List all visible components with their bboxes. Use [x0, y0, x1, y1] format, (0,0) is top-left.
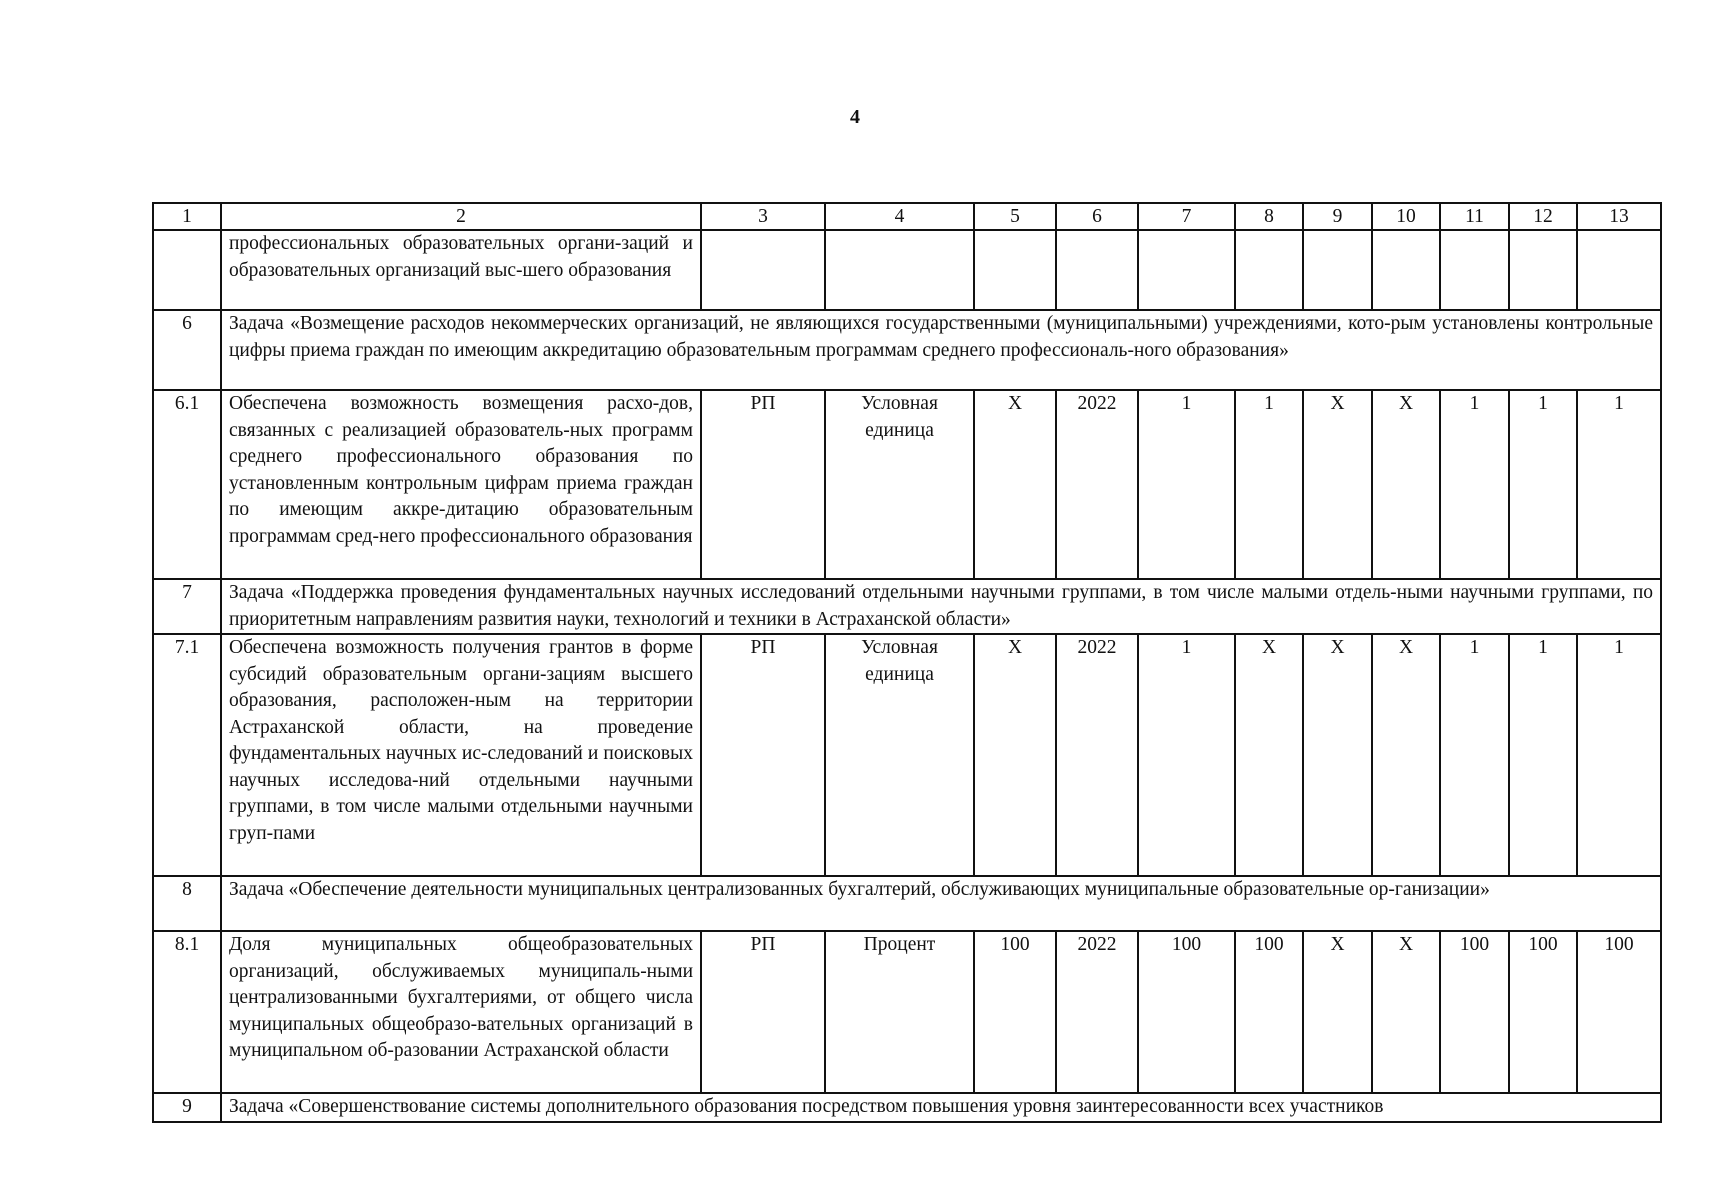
indicator-row [153, 634, 1661, 876]
indicator-number: 8.1 [153, 931, 221, 1093]
indicator-description: Доля муниципальных общеобразовательных организаций, обслуживаемых муниципаль-ными централизованными бухгалтериями, от общего числа муниципальных общеобразо-вательных организаций в муниципальном об-разовании Астраханской области [221, 931, 701, 1093]
indicator-value: 100 [1440, 931, 1509, 1093]
indicator-value: 100 [1509, 931, 1577, 1093]
indicator-value: Х [974, 634, 1056, 876]
empty-cell [1509, 230, 1577, 310]
indicator-description: Обеспечена возможность возмещения расхо-дов, связанных с реализацией образователь-ных программ среднего профессионального образования по установленным контрольным цифрам приема граждан по имеющим аккре-дитацию образовательным программам сред-него профессионального образования [221, 390, 701, 579]
column-header: 10 [1372, 203, 1440, 230]
column-header: 2 [221, 203, 701, 230]
indicator-value: 100 [1235, 931, 1303, 1093]
empty-cell [701, 230, 825, 310]
column-header: 9 [1303, 203, 1372, 230]
empty-cell [974, 230, 1056, 310]
empty-cell [1056, 230, 1138, 310]
column-header: 5 [974, 203, 1056, 230]
indicator-value: 1 [1509, 390, 1577, 579]
empty-cell [1577, 230, 1661, 310]
empty-cell [1303, 230, 1372, 310]
task-description: Задача «Совершенствование системы дополнительного образования посредством повышения уровня заинтересованности всех участников [221, 1093, 1661, 1122]
indicator-value: Х [1372, 634, 1440, 876]
task-number: 9 [153, 1093, 221, 1122]
column-header: 13 [1577, 203, 1661, 230]
empty-cell [1372, 230, 1440, 310]
column-header: 3 [701, 203, 825, 230]
indicator-description: профессиональных образовательных органи-заций и образовательных организаций выс-шего образования [221, 230, 701, 310]
indicator-unit: Условная единица [825, 634, 974, 876]
indicator-value: Х [974, 390, 1056, 579]
task-row [153, 579, 1661, 634]
indicator-value: 100 [1577, 931, 1661, 1093]
task-number: 7 [153, 579, 221, 634]
indicator-source: РП [701, 634, 825, 876]
empty-cell [1440, 230, 1509, 310]
task-description: Задача «Возмещение расходов некоммерческих организаций, не являющихся государственными (муниципальными) учреждениями, кото-рым установлены контрольные цифры приема граждан по имеющим аккредитацию образовательным программам среднего профессиональ-ного образования» [221, 310, 1661, 390]
task-number: 8 [153, 876, 221, 931]
indicator-value: 1 [1440, 390, 1509, 579]
indicator-unit: Процент [825, 931, 974, 1093]
task-row [153, 876, 1661, 931]
column-header: 11 [1440, 203, 1509, 230]
task-row [153, 1093, 1661, 1122]
indicator-row [153, 931, 1661, 1093]
indicator-value: 1 [1138, 390, 1235, 579]
indicator-value: Х [1303, 634, 1372, 876]
indicator-row [153, 390, 1661, 579]
empty-cell [153, 230, 221, 310]
indicator-value: 1 [1235, 390, 1303, 579]
indicator-value: 100 [1138, 931, 1235, 1093]
indicator-value: 1 [1509, 634, 1577, 876]
column-header: 7 [1138, 203, 1235, 230]
indicator-value: 1 [1577, 390, 1661, 579]
empty-cell [1138, 230, 1235, 310]
indicator-value: Х [1235, 634, 1303, 876]
indicator-value: 1 [1440, 634, 1509, 876]
column-header: 12 [1509, 203, 1577, 230]
column-header: 1 [153, 203, 221, 230]
indicator-unit: Условная единица [825, 390, 974, 579]
indicator-value: Х [1372, 931, 1440, 1093]
task-description: Задача «Обеспечение деятельности муниципальных централизованных бухгалтерий, обслуживающих муниципальные образовательные ор-ганизации» [221, 876, 1661, 931]
indicator-base-year: 2022 [1056, 634, 1138, 876]
task-row [153, 310, 1661, 390]
indicators-table [152, 202, 1662, 1123]
indicator-value: 1 [1577, 634, 1661, 876]
indicator-description: Обеспечена возможность получения грантов в форме субсидий образовательным органи-зациям высшего образования, расположен-ным на территории Астраханской области, на проведение фундаментальных научных ис-следований и поисковых научных исследова-ний отдельными научными группами, в том числе малыми отдельными научными груп-пами [221, 634, 701, 876]
column-number-row [153, 203, 1661, 230]
column-header: 8 [1235, 203, 1303, 230]
column-header: 6 [1056, 203, 1138, 230]
indicator-source: РП [701, 390, 825, 579]
empty-cell [1235, 230, 1303, 310]
continuation-row [153, 230, 1661, 310]
indicator-source: РП [701, 931, 825, 1093]
column-header: 4 [825, 203, 974, 230]
indicator-value: Х [1303, 390, 1372, 579]
indicator-base-year: 2022 [1056, 390, 1138, 579]
indicator-value: Х [1372, 390, 1440, 579]
indicator-value: 100 [974, 931, 1056, 1093]
indicator-value: 1 [1138, 634, 1235, 876]
page-number: 4 [850, 106, 860, 128]
task-description: Задача «Поддержка проведения фундаментальных научных исследований отдельными научными группами, в том числе малыми отдель-ными научными группами, по приоритетным направлениям развития науки, технологий и техники в Астраханской области» [221, 579, 1661, 634]
task-number: 6 [153, 310, 221, 390]
empty-cell [825, 230, 974, 310]
indicator-base-year: 2022 [1056, 931, 1138, 1093]
indicator-number: 6.1 [153, 390, 221, 579]
indicator-number: 7.1 [153, 634, 221, 876]
indicator-value: Х [1303, 931, 1372, 1093]
